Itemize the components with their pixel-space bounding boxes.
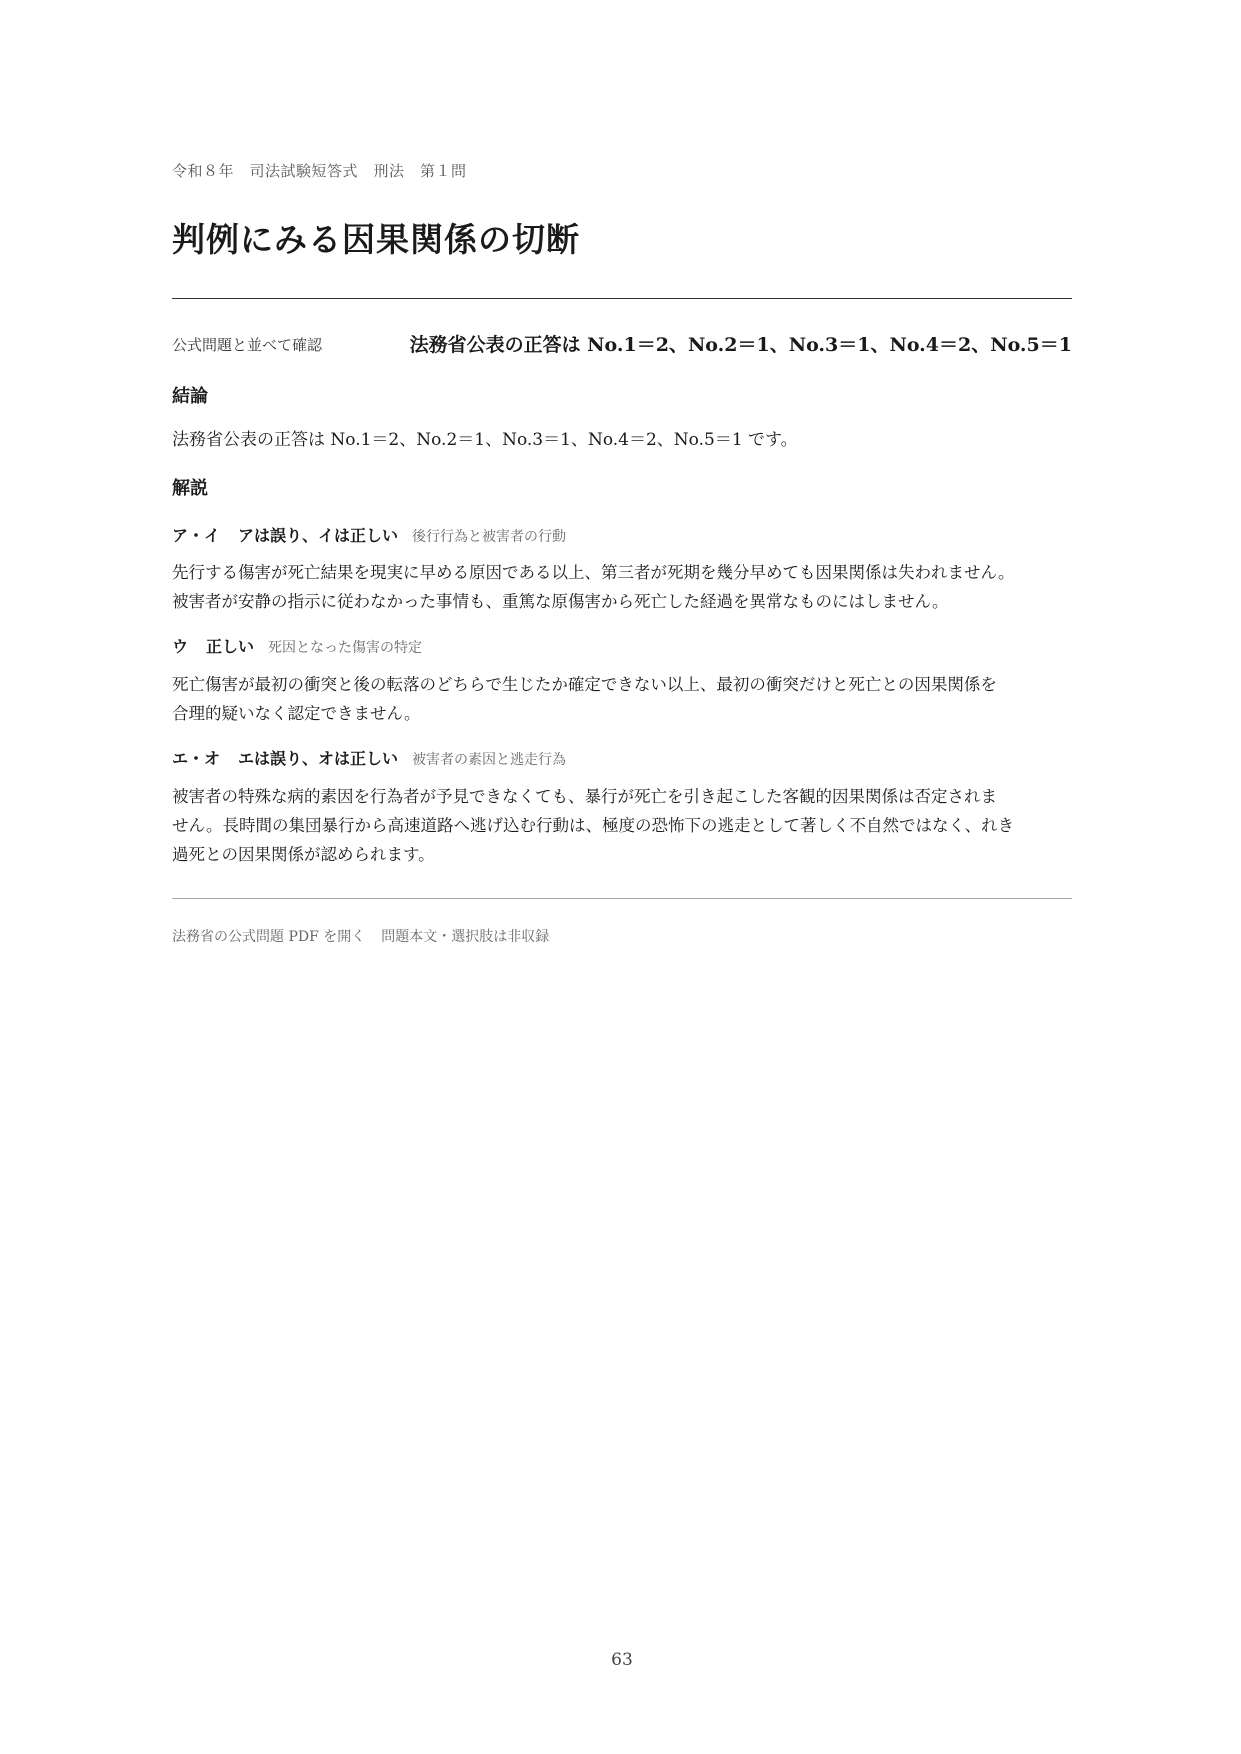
item-verdict: アは誤り、イは正しい (238, 526, 399, 545)
top-divider (172, 298, 1072, 299)
header-meta: 令和８年 司法試験短答式 刑法 第１問 (172, 162, 467, 180)
item-paragraph (172, 782, 1072, 869)
item-paragraph (172, 670, 1072, 728)
item-head (172, 634, 422, 657)
item-head (172, 523, 566, 546)
footer (172, 926, 549, 946)
item-verdict: エは誤り、オは正しい (238, 749, 399, 768)
paragraph-line: 被害者が安静の指示に従わなかった事情も、重篤な原傷害から死亡した経過を異常なものにはしません。 (172, 592, 949, 611)
item-verdict: 正しい (206, 637, 255, 656)
answer-note: 公式問題と並べて確認 (172, 336, 323, 354)
paragraph-line: 過死との因果関係が認められます。 (172, 845, 435, 864)
official-pdf-link[interactable]: 法務省の公式問題 PDF を開く (172, 929, 366, 945)
paragraph-line: 先行する傷害が死亡結果を現実に早める原因である以上、第三者が死期を幾分早めても因果関係は失われません。 (172, 563, 1015, 582)
page-number: 63 (611, 1650, 633, 1670)
paragraph-line: 死亡傷害が最初の衝突と後の転落のどちらで生じたか確定できない以上、最初の衝突だけと死亡との因果関係を (172, 675, 997, 694)
item-label: ア・イ (172, 526, 221, 545)
official-answer: 法務省公表の正答は No.1＝2、No.2＝1、No.3＝1、No.4＝2、No.5＝1 (409, 334, 1072, 356)
item-label: ウ (172, 637, 189, 656)
answer-row (172, 330, 1072, 358)
item-topic: 死因となった傷害の特定 (268, 640, 423, 656)
item-label: エ・オ (172, 749, 221, 768)
item-paragraph (172, 558, 1072, 616)
conclusion-text: 法務省公表の正答は No.1＝2、No.2＝1、No.3＝1、No.4＝2、No.5＝1 です。 (172, 430, 798, 450)
footer-note: 問題本文・選択肢は非収録 (381, 929, 550, 945)
item-topic: 被害者の素因と逃走行為 (412, 752, 567, 768)
item-head (172, 746, 566, 769)
item-topic: 後行行為と被害者の行動 (412, 529, 567, 545)
paragraph-line: せん。長時間の集団暴行から高速道路へ逃げ込む行動は、極度の恐怖下の逃走として著しく不自然ではなく、れき (172, 816, 1015, 835)
paragraph-line: 被害者の特殊な病的素因を行為者が予見できなくても、暴行が死亡を引き起こした客観的因果関係は否定されま (172, 787, 997, 806)
conclusion-heading: 結論 (172, 386, 208, 407)
page-title: 判例にみる因果関係の切断 (172, 220, 580, 259)
paragraph-line: 合理的疑いなく認定できません。 (172, 704, 421, 723)
bottom-divider (172, 898, 1072, 899)
explanation-heading: 解説 (172, 478, 208, 499)
